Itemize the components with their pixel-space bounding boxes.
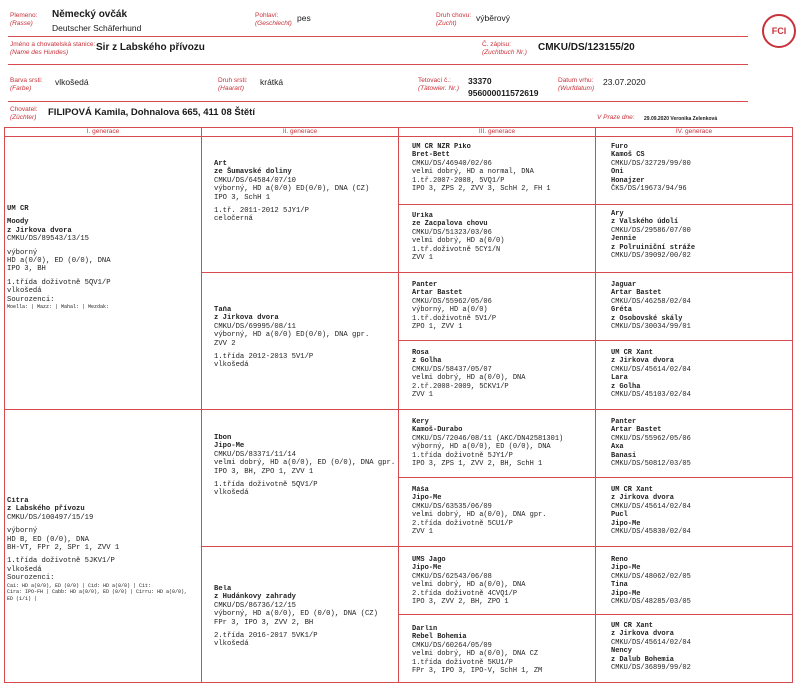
pedigree-line: z Jirkova dvora [214,314,279,323]
pedigree-line: velmi dobrý, HD a(0/0), DNA gpr. [412,511,547,520]
pedigree-line: Artar Bastet [611,289,662,298]
name-label: Jméno a chovatelská stanice: (Name des Hundes) [10,41,96,56]
pedigree-line: CMKU/DS/45614/02/04 [611,365,691,374]
pedigree-line: 1.třída doživotně 5KU1/P [412,658,513,667]
pedigree-line: ED (1/1) | [7,595,38,602]
pedigree-line: CMKU/DS/48285/03/05 [611,598,691,607]
pedigree-line: vlkošedá [7,565,42,574]
pedigree-line: 1.třída doživotně 5QV1/P [7,278,111,287]
pedigree-line: ÚM ČR Xant [611,486,654,494]
pedigree-line: CMKU/DS/45830/02/04 [611,528,691,537]
pedigree-line: IPO 3, ZPS 2, ZVV 3, SchH 2, FH 1 [412,185,551,194]
pedigree-line: CMKU/DS/46940/02/06 [412,159,492,168]
pedigree-line: ÚMS Jago [412,556,446,564]
grid-line [4,127,5,683]
pedigree-line: 2.třída doživotně 5CU1/P [412,519,513,528]
pedigree-line: z Labského přívozu [7,505,85,514]
grid-line [201,546,792,547]
pedigree-line: 1.třída doživotně 5JKV1/P [7,557,115,566]
pedigree-line: výborný, HD a(0/0) ED(0/0), DNA gpr. [214,331,370,340]
gen3-dog-cell [412,349,596,399]
pedigree-line: z Jirkova dvora [611,630,675,639]
pedigree-line: IPO 3, BH [7,265,46,274]
grid-line [398,477,792,478]
gen2-dog-cell [214,585,398,649]
pedigree-line: Pucl [611,511,628,520]
pedigree-line: z Jirkova dvora [611,357,675,366]
pedigree-line: CMKU/DS/36899/99/02 [611,664,691,673]
pedigree-line: CMKU/DS/83371/11/14 [214,450,296,459]
gen2-dog-cell [214,434,398,498]
pedigree-line: Gréta [611,306,633,315]
pedigree-line: 1.tř.doživotně 5V1/P [412,314,497,323]
pedigree-line: Ibon [214,434,232,442]
pedigree-line: Jipo-Me [412,564,442,573]
pedigree-line: 2.tř.2008-2009, 5CKV1/P [412,382,509,391]
pedigree-line: IPO 3, SchH 1 [214,193,271,202]
praha-date: 29.09.2020 Veronika Zelenková [644,116,718,122]
pedigree-line: CMKU/DS/60264/05/09 [412,641,492,650]
pedigree-line: Urika [412,212,434,220]
pedigree-line: Moody [7,218,29,227]
pedigree-line: 1.tř.2007-2008, 5VQ1/P [412,176,505,185]
pedigree-line: Jipo-Me [412,494,442,503]
pedigree-line: výborný, HD a(0/0) [412,306,488,315]
breed-value: Německý ovčák [52,9,128,20]
gen3-dog-cell [412,556,596,606]
pedigree-line: ÚM ČR [7,205,29,213]
pedigree-line: 1.tř. 2011-2012 5JY1/P [214,207,309,216]
gen4-dog-cell [611,622,795,672]
gen2-dog-cell [214,306,398,370]
gen2-dog-cell [214,160,398,224]
sex-label: Pohlaví: (Geschlecht) [255,12,292,27]
grid-line [398,614,792,615]
gen3-dog-cell [412,281,596,331]
gen4-dog-cell [611,143,795,193]
pedigree-line: výborný [7,527,38,536]
pedigree-line: Honajzer [611,176,645,185]
pedigree-line: Cai: HD a(0/0), ED (0/0) | Cid: HD a(0/0) | Cit: [7,582,152,589]
pedigree-line: HD B, ED (0/0), DNA [7,535,89,544]
pedigree-line: IPO 3, ZVV 2, BH, ZPO 1 [412,598,509,607]
pedigree-line: Oni [611,168,624,177]
pedigree-line: 1.třída 2012-2013 5V1/P [214,353,314,362]
fci-logo: FCI [762,14,796,48]
pedigree-line: Sourozenci: [7,574,55,583]
pedigree-line: ZVV 1 [412,528,434,537]
pedigree-line: velmi dobrý, HD a(0/0) [412,237,505,246]
pedigree-line: FPr 3, IPO 3, ZVV 2, BH [214,618,314,627]
pedigree-line: CMKU/DS/45103/02/04 [611,391,691,400]
pedigree-line: CMKU/DS/69995/08/11 [214,322,296,331]
pedigree-line: velmi dobrý, HD a(0/0), ED (0/0), DNA gpr. [214,459,396,468]
grid-line [201,127,202,683]
pedigree-line: Bela [214,585,232,593]
generation-header: I. generace [86,128,120,135]
pedigree-line: CMKU/DS/45614/02/04 [611,502,691,511]
pedigree-line: Kamoš CS [611,151,645,160]
pedigree-line: CMKU/DS/29586/07/00 [611,226,691,235]
pedigree-line: celočerná [214,215,253,224]
pedigree-line: Moella: | Mazz: | Mahal: | Mezdak: [7,304,110,311]
pedigree-line: CMKU/DS/64584/07/10 [214,176,296,185]
gen1-dog-cell [7,497,191,602]
pedigree-line: z Hudánkovy zahrady [214,593,296,602]
pedigree-line: velmi dobrý, HD a(0/0), DNA CZ [412,650,539,659]
pedigree-line: výborný, HD a(0/0), ED (0/0), DNA (CZ) [214,610,378,619]
pedigree-line: Kery [412,418,429,426]
pedigree-line: Artar Bastet [611,426,662,435]
pedigree-line: CMKU/DS/86736/12/15 [214,601,296,610]
pedigree-line: z Dalub Bohemia [611,655,675,664]
pedigree-line: Jipo-Me [611,589,641,598]
sex-value: pes [297,13,311,23]
praha-label: V Praze dne: [597,114,635,121]
pedigree-line: Axa [611,443,624,452]
pedigree-line: CMKU/DS/32729/99/00 [611,159,691,168]
color-label: Barva srsti: (Farbe) [10,77,43,92]
pedigree-line: CMKU/DS/45614/02/04 [611,638,691,647]
gen3-dog-cell [412,212,596,262]
pedigree-line: vlkošedá [214,361,249,370]
pedigree-line: z Valského údolí [611,218,679,227]
pedigree-line: HD a(0/0), ED (0/0), DNA [7,257,111,266]
pedigree-line: Citra [7,497,29,505]
pedigree-line: velmi dobrý, HD a normal, DNA [412,168,534,177]
pedigree-line: Jaguar [611,281,637,289]
grid-line [398,204,792,205]
pedigree-line: z Osobovské skály [611,314,683,323]
generation-header: IV. generace [675,128,713,135]
pedigree-line: z Polruiniční stráže [611,243,696,252]
pedigree-line: Rosa [412,349,429,357]
pedigree-line: Reno [611,556,628,564]
generation-header: III. generace [478,128,516,135]
pedigree-line: CMKU/DS/30034/99/01 [611,323,691,332]
pedigree-line: CMKU/DS/46258/02/04 [611,297,691,306]
grid-line [201,272,792,273]
breed-value-de: Deutscher Schäferhund [52,23,142,33]
pedigree-line: IPO 3, ZPS 1, ZVV 2, BH, SchH 1 [412,460,543,469]
pedigree-line: FPr 3, IPO 3, IPO-V, SchH 1, ZM [412,667,543,676]
pedigree-line: Rebel Bohemia [412,633,467,642]
pedigree-line: z Jirkova dvora [611,494,675,503]
pedigree-line: 1.tř.doživotně 5CY1/N [412,245,501,254]
pedigree-line: Furo [611,143,628,151]
pedigree-line: ÚM ČR Xant [611,349,654,357]
generation-header: II. generace [282,128,318,135]
header-divider [8,101,748,102]
grid-line [4,409,792,410]
pedigree-line: CMKU/DS/50812/03/05 [611,460,691,469]
pedigree-line: výborný [7,248,38,257]
dog-name: Sir z Labského přívozu [96,42,205,53]
pedigree-line: vlkošedá [214,489,249,498]
breeder-label: Chovatel: (Züchter) [10,106,38,121]
pedigree-line: Ary [611,210,624,218]
pedigree-line: 1.třída doživotně 5QV1/P [214,481,318,490]
birth-value: 23.07.2020 [603,77,646,87]
pedigree-line: ČKS/DS/19673/94/96 [611,185,687,194]
pedigree-line: 2.třída doživotně 4CVQ1/P [412,589,518,598]
studbook-number: CMKU/DS/123155/20 [538,42,635,53]
pedigree-line: BH-VT, FPr 2, SPr 1, ZVV 1 [7,544,120,553]
pedigree-line: Cira: IPO-FH | Cabb: HD a(0/0), ED (0/0) | Cirru: HD a(0/0), [7,589,188,596]
pedigree-line: CMKU/DS/89543/13/15 [7,235,89,244]
header-divider [8,64,748,65]
pedigree-line: ÚM ČR Xant [611,622,654,630]
pedigree-line: vlkošedá [7,287,42,296]
gen3-dog-cell [412,418,596,468]
pedigree-line: Nency [611,647,633,656]
pedigree-line: Lara [611,374,628,383]
pedigree-line: CMKU/DS/62543/06/08 [412,572,492,581]
pedigree-line: IPO 3, BH, ZPO 1, ZVV 1 [214,467,314,476]
pedigree-line: CMKU/DS/58437/05/07 [412,365,492,374]
pedigree-line: CMKU/DS/51323/03/06 [412,228,492,237]
grid-line [398,127,399,683]
breed-label: Plemeno: (Rasse) [10,12,38,27]
gen4-dog-cell [611,349,795,399]
pedigree-line: ÚM ČR NZŘ Piko [412,143,471,151]
pedigree-line: Jipo-Me [611,564,641,573]
pedigree-line: velmi dobrý, HD a(0/0), DNA [412,374,526,383]
pedigree-line: Taňa [214,306,232,314]
pedigree-line: Artar Bastet [412,289,463,298]
pedigree-line: Tina [611,581,628,590]
pedigree-line: ZVV 1 [412,254,434,263]
pedigree-line: Panter [412,281,438,289]
grid-line [398,340,792,341]
pedigree-line: výborný, HD a(0/0), ED (0/0), DNA [412,443,551,452]
pedigree-line: CMKU/DS/39092/00/02 [611,252,691,261]
pedigree-line: Jipo-Me [611,519,641,528]
pedigree-line: Art [214,160,227,168]
studbook-label: Č. zápisu: (Zuchtbuch Nr.) [482,41,527,56]
pedigree-line: vlkošedá [214,640,249,649]
pedigree-line: CMKU/DS/55962/05/06 [412,297,492,306]
gen4-dog-cell [611,556,795,606]
gen1-dog-cell [7,205,191,311]
coat-label: Druh srsti: (Haarart) [218,77,248,92]
pedigree-line: Banasi [611,451,637,460]
color-value: vlkošedá [55,77,89,87]
gen4-dog-cell [611,210,795,260]
pedigree-line: Bret-Bett [412,151,450,160]
pedigree-line: velmi dobrý, HD a(0/0), DNA [412,581,526,590]
pedigree-line: Jipo-Me [214,442,245,451]
breeder-value: FILIPOVÁ Kamila, Dohnalova 665, 411 08 Štětí [48,107,255,118]
tattoo-label: Tetovací č.: (Tätowier. Nr.) [418,77,460,92]
pedigree-line: Máša [412,486,429,494]
pedigree-line: ZVV 1 [412,391,434,400]
pedigree-line: z Golha [412,357,442,366]
pedigree-line: Darlin [412,625,438,633]
gen3-dog-cell [412,486,596,536]
pedigree-line: CMKU/DS/48062/02/05 [611,572,691,581]
gen4-dog-cell [611,281,795,331]
pedigree-line: CMKU/DS/72046/08/11 (AKC/DN42581301) [412,434,564,443]
birth-label: Datum vrhu: (Wurfdatum) [558,77,595,92]
gen4-dog-cell [611,486,795,536]
pedigree-line: CMKU/DS/100497/15/19 [7,513,94,522]
pedigree-line: CMKU/DS/55962/05/06 [611,434,691,443]
pedigree-line: výborný, HD a(0/0) ED(0/0), DNA (CZ) [214,185,370,194]
breeding-label: Druh chovu: (Zucht) [436,12,472,27]
coat-value: krátká [260,77,284,87]
gen3-dog-cell [412,625,596,675]
gen4-dog-cell [611,418,795,468]
pedigree-line: Kamoš-Durabo [412,426,463,435]
pedigree-line: 1.třída doživotně 5JY1/P [412,451,513,460]
chip-value: 956000011572619 [468,88,539,98]
pedigree-line: ZVV 2 [214,339,236,348]
gen3-dog-cell [412,143,596,193]
header-divider [8,36,748,37]
pedigree-line: CMKU/DS/63535/06/09 [412,502,492,511]
pedigree-line: ZPO 1, ZVV 1 [412,323,463,332]
pedigree-line: ze Šumavské doliny [214,168,292,177]
pedigree-line: Panter [611,418,637,426]
breeding-value: výběrový [476,13,511,23]
pedigree-line: 2.třída 2016-2017 5VK1/P [214,632,318,641]
pedigree-line: ze Zacpalova chovu [412,220,488,229]
tattoo-value: 33370 [468,76,492,86]
pedigree-line: z Jirkova dvora [7,226,72,235]
pedigree-line: z Golha [611,382,641,391]
pedigree-line: Sourozenci: [7,295,55,304]
pedigree-line: Jennie [611,235,637,244]
